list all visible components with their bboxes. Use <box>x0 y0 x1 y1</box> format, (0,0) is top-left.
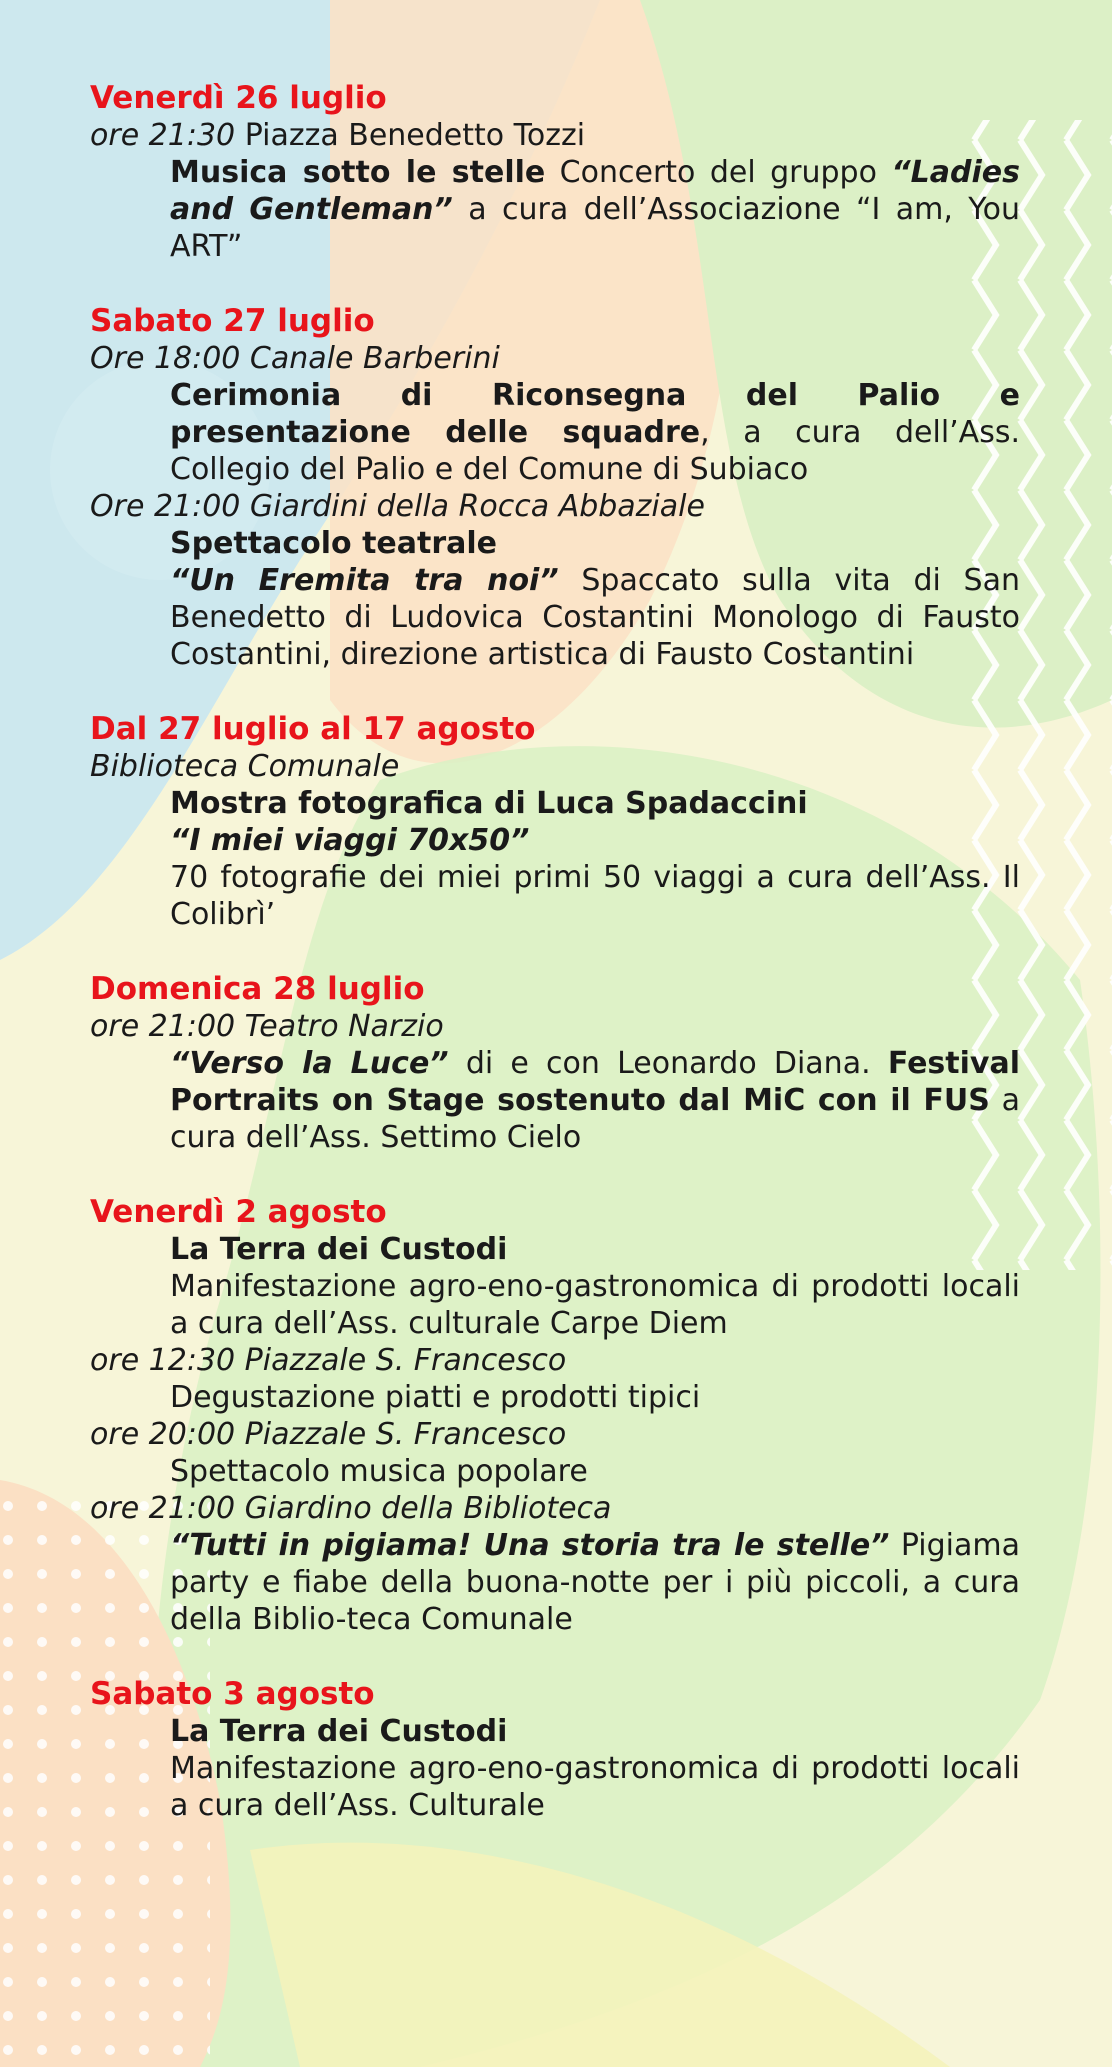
event-time-place <box>90 1342 1020 1379</box>
event-description <box>170 785 1020 822</box>
event-text: Concerto del gruppo <box>545 155 892 190</box>
event-time-place <box>90 748 1020 785</box>
event-highlight: Festival Portraits on Stage sostenuto dal MiC con il FUS <box>170 1046 1020 1118</box>
event-text: Degustazione piatti e prodotti tipici <box>170 1380 701 1415</box>
event-date: Venerdì 2 agosto <box>90 1194 387 1230</box>
event-section <box>90 971 1020 1156</box>
event-highlight: Spettacolo teatrale <box>170 526 498 561</box>
event-highlight: “I miei viaggi 70x50” <box>170 823 530 858</box>
event-time-place <box>90 1416 1020 1453</box>
event-time: ore 21:30 <box>90 118 236 153</box>
event-description <box>170 1527 1020 1638</box>
event-text: a cura dell’Ass. Settimo Cielo <box>170 1083 1020 1155</box>
event-description <box>170 1231 1020 1268</box>
event-section <box>90 303 1020 673</box>
event-text: , a cura dell’Ass. Collegio del Palio e del Comune di Subiaco <box>170 415 1021 487</box>
event-time: ore 20:00 Piazzale S. Francesco <box>90 1417 567 1452</box>
event-place: Piazza Benedetto Tozzi <box>244 118 586 153</box>
event-text: Spaccato sulla vita di San Benedetto di Ludovica Costantini Monologo di Fausto Costantini, direzione artistica di Fausto Costantini <box>170 563 1020 672</box>
event-section <box>90 1676 1020 1824</box>
event-time-place <box>90 117 1020 154</box>
event-description <box>170 1713 1020 1750</box>
event-time: Ore 21:00 Giardini della Rocca Abbaziale <box>90 489 705 524</box>
event-description <box>170 1379 1020 1416</box>
event-highlight: “Tutti in pigiama! Una storia tra le stelle” <box>170 1528 890 1563</box>
event-time: Biblioteca Comunale <box>90 749 400 784</box>
event-highlight: Cerimonia di Riconsegna del Palio e presentazione delle squadre <box>170 378 1020 450</box>
event-highlight: Musica sotto le stelle <box>170 155 546 190</box>
event-date: Sabato 3 agosto <box>90 1676 375 1712</box>
event-description <box>170 154 1020 265</box>
event-description <box>170 562 1020 673</box>
event-description <box>170 859 1020 933</box>
event-description <box>170 1045 1020 1156</box>
event-date: Venerdì 26 luglio <box>90 80 387 116</box>
event-text: Spettacolo musica popolare <box>170 1454 588 1489</box>
event-time: ore 21:00 Teatro Narzio <box>90 1009 444 1044</box>
event-text: Manifestazione agro-eno-gastronomica di prodotti locali a cura dell’Ass. culturale Carpe Diem <box>170 1269 1020 1341</box>
event-section <box>90 80 1020 265</box>
event-section <box>90 1194 1020 1638</box>
event-text: Pigiama party e fiabe della buona-notte per i più piccoli, a cura della Biblio-teca Comunale <box>170 1528 1020 1637</box>
event-highlight: La Terra dei Custodi <box>170 1714 508 1749</box>
event-time-place <box>90 1490 1020 1527</box>
event-description <box>170 1750 1020 1824</box>
event-description <box>170 525 1020 562</box>
event-highlight: “Ladies and Gentleman” <box>170 155 1021 227</box>
event-highlight: “Un Eremita tra noi” <box>170 563 559 598</box>
event-description <box>170 377 1020 488</box>
program-list <box>90 80 1020 1862</box>
event-date: Sabato 27 luglio <box>90 303 375 339</box>
event-text: Manifestazione agro-eno-gastronomica di prodotti locali a cura dell’Ass. Culturale <box>170 1751 1020 1823</box>
event-date: Domenica 28 luglio <box>90 971 425 1007</box>
event-time: ore 21:00 Giardino della Biblioteca <box>90 1491 612 1526</box>
event-text: di e con Leonardo Diana. <box>448 1046 888 1081</box>
event-description <box>170 1453 1020 1490</box>
event-time: Ore 18:00 Canale Barberini <box>90 341 500 376</box>
event-text: 70 fotografie dei miei primi 50 viaggi a cura dell’Ass. Il Colibrì’ <box>170 860 1020 932</box>
event-text: a cura dell’Associazione “I am, You ART” <box>170 192 1020 264</box>
event-description <box>170 822 1020 859</box>
event-section <box>90 711 1020 933</box>
event-highlight: La Terra dei Custodi <box>170 1232 508 1267</box>
event-time-place <box>90 488 1020 525</box>
event-description <box>170 1268 1020 1342</box>
event-time: ore 12:30 Piazzale S. Francesco <box>90 1343 567 1378</box>
event-highlight: “Verso la Luce” <box>170 1046 449 1081</box>
event-time-place <box>90 1008 1020 1045</box>
event-date: Dal 27 luglio al 17 agosto <box>90 711 536 747</box>
event-time-place <box>90 340 1020 377</box>
event-highlight: Mostra fotografica di Luca Spadaccini <box>170 786 808 821</box>
